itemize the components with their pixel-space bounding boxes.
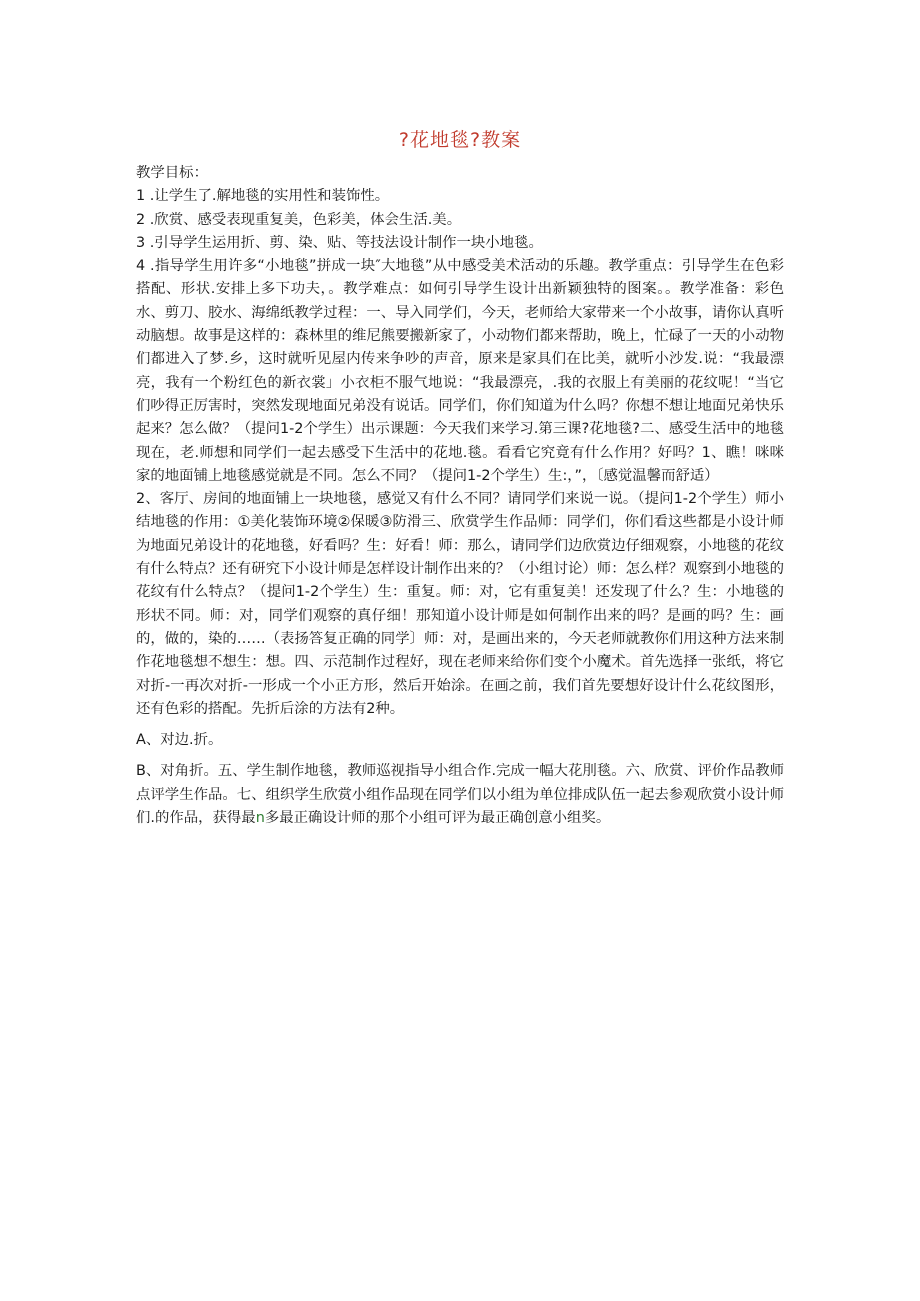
paragraph-text: B、对角折。五、学生制作地毯，教师巡视指导小组合作.完成一幅大花刖毯。六、欣赏、评价作品教师点评学生作品。七、组织学生欣赏小组作品现在同学们以小组为单位排成队伍一起去参观欣赏小设计师们.的作品，获得最 — [136, 763, 784, 827]
paragraph-objective-4-process: 4 .指导学生用许多“小地毯”拼成一块″大地毯”从中感受美术活动的乐趣。教学重点：引导学生在色彩搭配、形状.安排上多下功夫，。教学难点：如何引导学生设计出新颖独特的图案。。教学准备：彩色水、剪刀、胶水、海绵纸教学过程：一、导入同学们，今天，老师给大家带来一个小故事，请你认真听动脑想。故事是这样的：森林里的维尼熊要搬新家了，小动物们都来帮助，晚上，忙碌了一天的小动物们都进入了梦.乡，这时就听见屋内传来争吵的声音，原来是家具们在比美，就听小沙发.说：“我最漂亮，我有一个粉红色的新衣裳」小衣柜不服气地说：“我最漂亮，.我的衣服上有美丽的花纹呢！“当它们吵得正厉害时，突然发现地面兄弟没有说话。同学们，你们知道为什么吗？你想不想让地面兄弟快乐起来？怎么做？（提问1-2个学生）出示课题：今天我们来学习.第三课?花地毯?二、感受生活中的地毯现在，老.师想和同学们一起去感受下生活中的花地.毯。看看它究竟有什么作用？好吗？1、瞧！咪咪家的地面铺上地毯感觉就是不同。怎么不同？（提问1-2个学生）生:，”，〔感觉温馨而舒适） — [136, 258, 784, 484]
paragraph-objective-1: 1 .让学生了.解地毯的实用性和装饰性。 — [136, 188, 390, 205]
paragraph-text: 多最正确设计师的那个小组可评为最正确创意小组奖。 — [264, 810, 611, 827]
paragraph-objective-3: 3 .引导学生运用折、剪、染、贴、等技法设计制作一块小地毯。 — [136, 234, 543, 251]
document-title: ?花地毯?教案 — [398, 129, 522, 151]
paragraph-method-a: A、对边.折。 — [136, 732, 223, 749]
paragraph-objective-2: 2 .欣赏、感受表现重复美，色彩美，体会生活.美。 — [136, 211, 462, 228]
paragraph-process-2: 2、客厅、房间的地面铺上一块地毯，感觉又有什么不同？请同学们来说一说。（提问1-2个学生）师小结地毯的作用：①美化装饰环境②保暖③防滑三、欣赏学生作品师：同学们，你们看这些都是小设计师为地面兄弟设计的花地毯，好看吗？生：好看！师：那么，请同学们边欣赏边仔细观察，小地毯的花纹有什么特点？还有研究下小设计师是怎样设计制作出来的？（小组讨论）师：怎么样？观察到小地毯的花纹有什么特点？（提问1-2个学生）生：重复。师：对，它有重复美！还发现了什么？生：小地毯的形状不同。师：对，同学们观察的真仔细！那知道小设计师是如何制作出来的吗？是画的吗？生：画的，做的，染的……（表扬答复正确的同学〕师：对，是画出来的，今天老师就教你们用这种方法来制作花地毯想不想生：想。四、示范制作过程好，现在老师来给你们变个小魔术。首先选择一张纸，将它对折-一再次对折-一形成一个小正方形，然后开始涂。在画之前，我们首先要想好设计什么花纹图形，还有色彩的搭配。先折后涂的方法有2种。 — [136, 491, 784, 717]
document-body — [136, 162, 784, 830]
paragraph-objectives-heading: 教学目标： — [136, 165, 208, 181]
paragraph-method-b-conclusion — [136, 760, 784, 830]
highlighted-char: n — [255, 810, 265, 827]
